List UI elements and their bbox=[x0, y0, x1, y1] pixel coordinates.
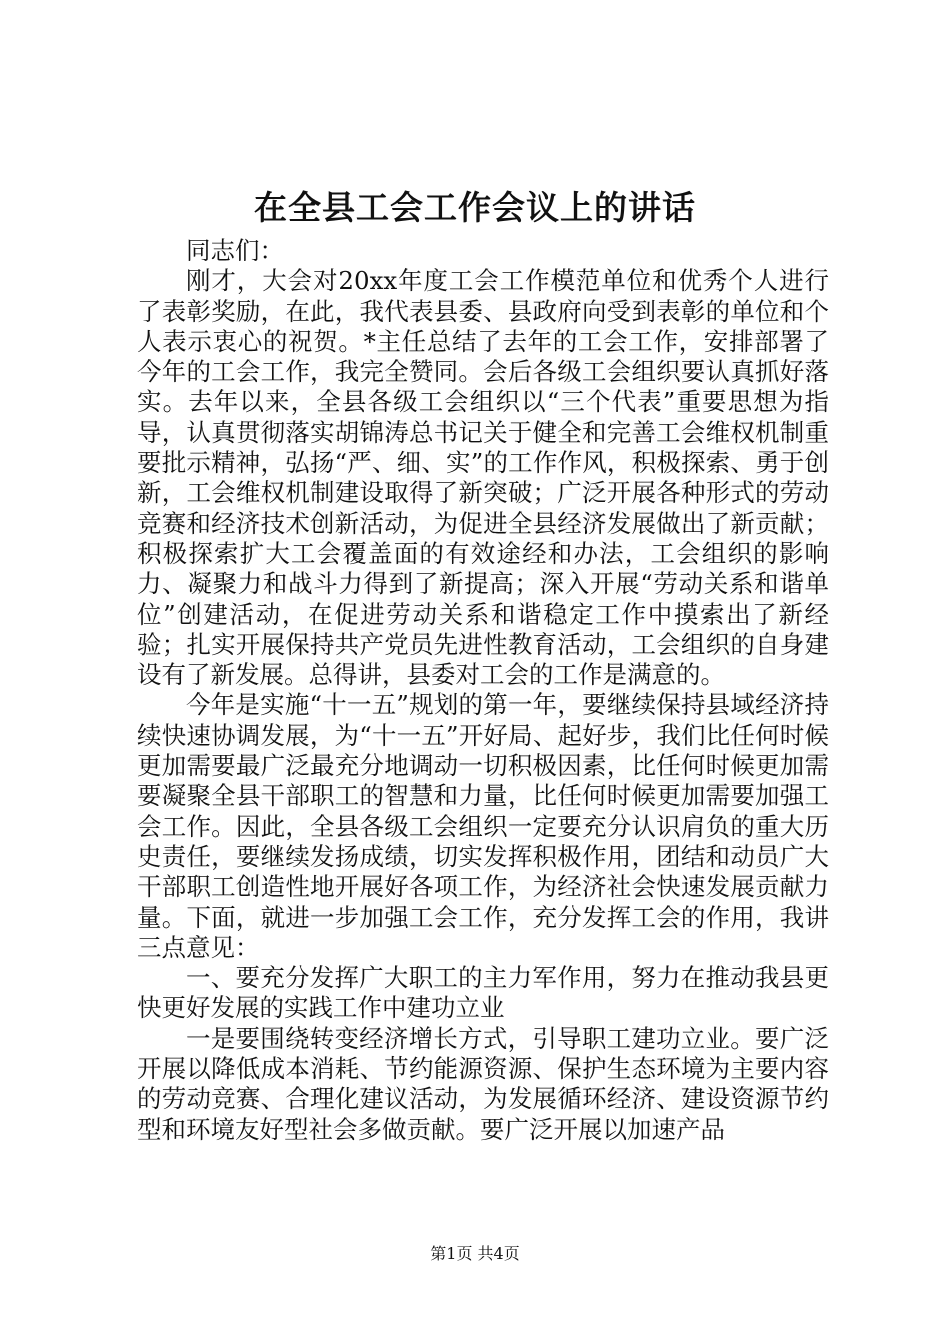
paragraph-2: 今年是实施“十一五”规划的第一年，要继续保持县域经济持续快速协调发展，为“十一五”开好局、起好步，我们比任何时候更加需要最广泛最充分地调动一切积极因素，比任何时候更加需要凝聚全县干部职工的智慧和力量，比任何时候更加需要加强工会工作。因此，全县各级工会组织一定要充分认识肩负的重大历史责任，要继续发扬成绩，切实发挥积极作用，团结和动员广大干部职工创造性地开展好各项工作，为经济社会快速发展贡献力量。下面，就进一步加强工会工作，充分发挥工会的作用，我讲三点意见： bbox=[137, 690, 829, 962]
page-footer: 第1页 共4页 bbox=[430, 1244, 520, 1263]
document-title: 在全县工会工作会议上的讲话 bbox=[254, 188, 696, 227]
section-heading-1: 一、要充分发挥广大职工的主力军作用，努力在推动我县更快更好发展的实践工作中建功立业 bbox=[137, 963, 829, 1023]
document-body bbox=[137, 236, 829, 1145]
paragraph-1: 刚才，大会对20xx年度工会工作模范单位和优秀个人进行了表彰奖励，在此，我代表县委、县政府向受到表彰的单位和个人表示衷心的祝贺。*主任总结了去年的工会工作，安排部署了今年的工会工作，我完全赞同。会后各级工会组织要认真抓好落实。去年以来，全县各级工会组织以“三个代表”重要思想为指导，认真贯彻落实胡锦涛总书记关于健全和完善工会维权机制重要批示精神，弘扬“严、细、实”的工作作风，积极探索、勇于创新，工会维权机制建设取得了新突破；广泛开展各种形式的劳动竞赛和经济技术创新活动，为促进全县经济发展做出了新贡献；积极探索扩大工会覆盖面的有效途经和办法，工会组织的影响力、凝聚力和战斗力得到了新提高；深入开展“劳动关系和谐单位”创建活动，在促进劳动关系和谐稳定工作中摸索出了新经验；扎实开展保持共产党员先进性教育活动，工会组织的自身建设有了新发展。总得讲，县委对工会的工作是满意的。 bbox=[137, 266, 829, 690]
paragraph-3: 一是要围绕转变经济增长方式，引导职工建功立业。要广泛开展以降低成本消耗、节约能源资源、保护生态环境为主要内容的劳动竞赛、合理化建议活动，为发展循环经济、建设资源节约型和环境友好型社会多做贡献。要广泛开展以加速产品 bbox=[137, 1023, 829, 1144]
paragraph-salutation: 同志们： bbox=[186, 236, 284, 265]
